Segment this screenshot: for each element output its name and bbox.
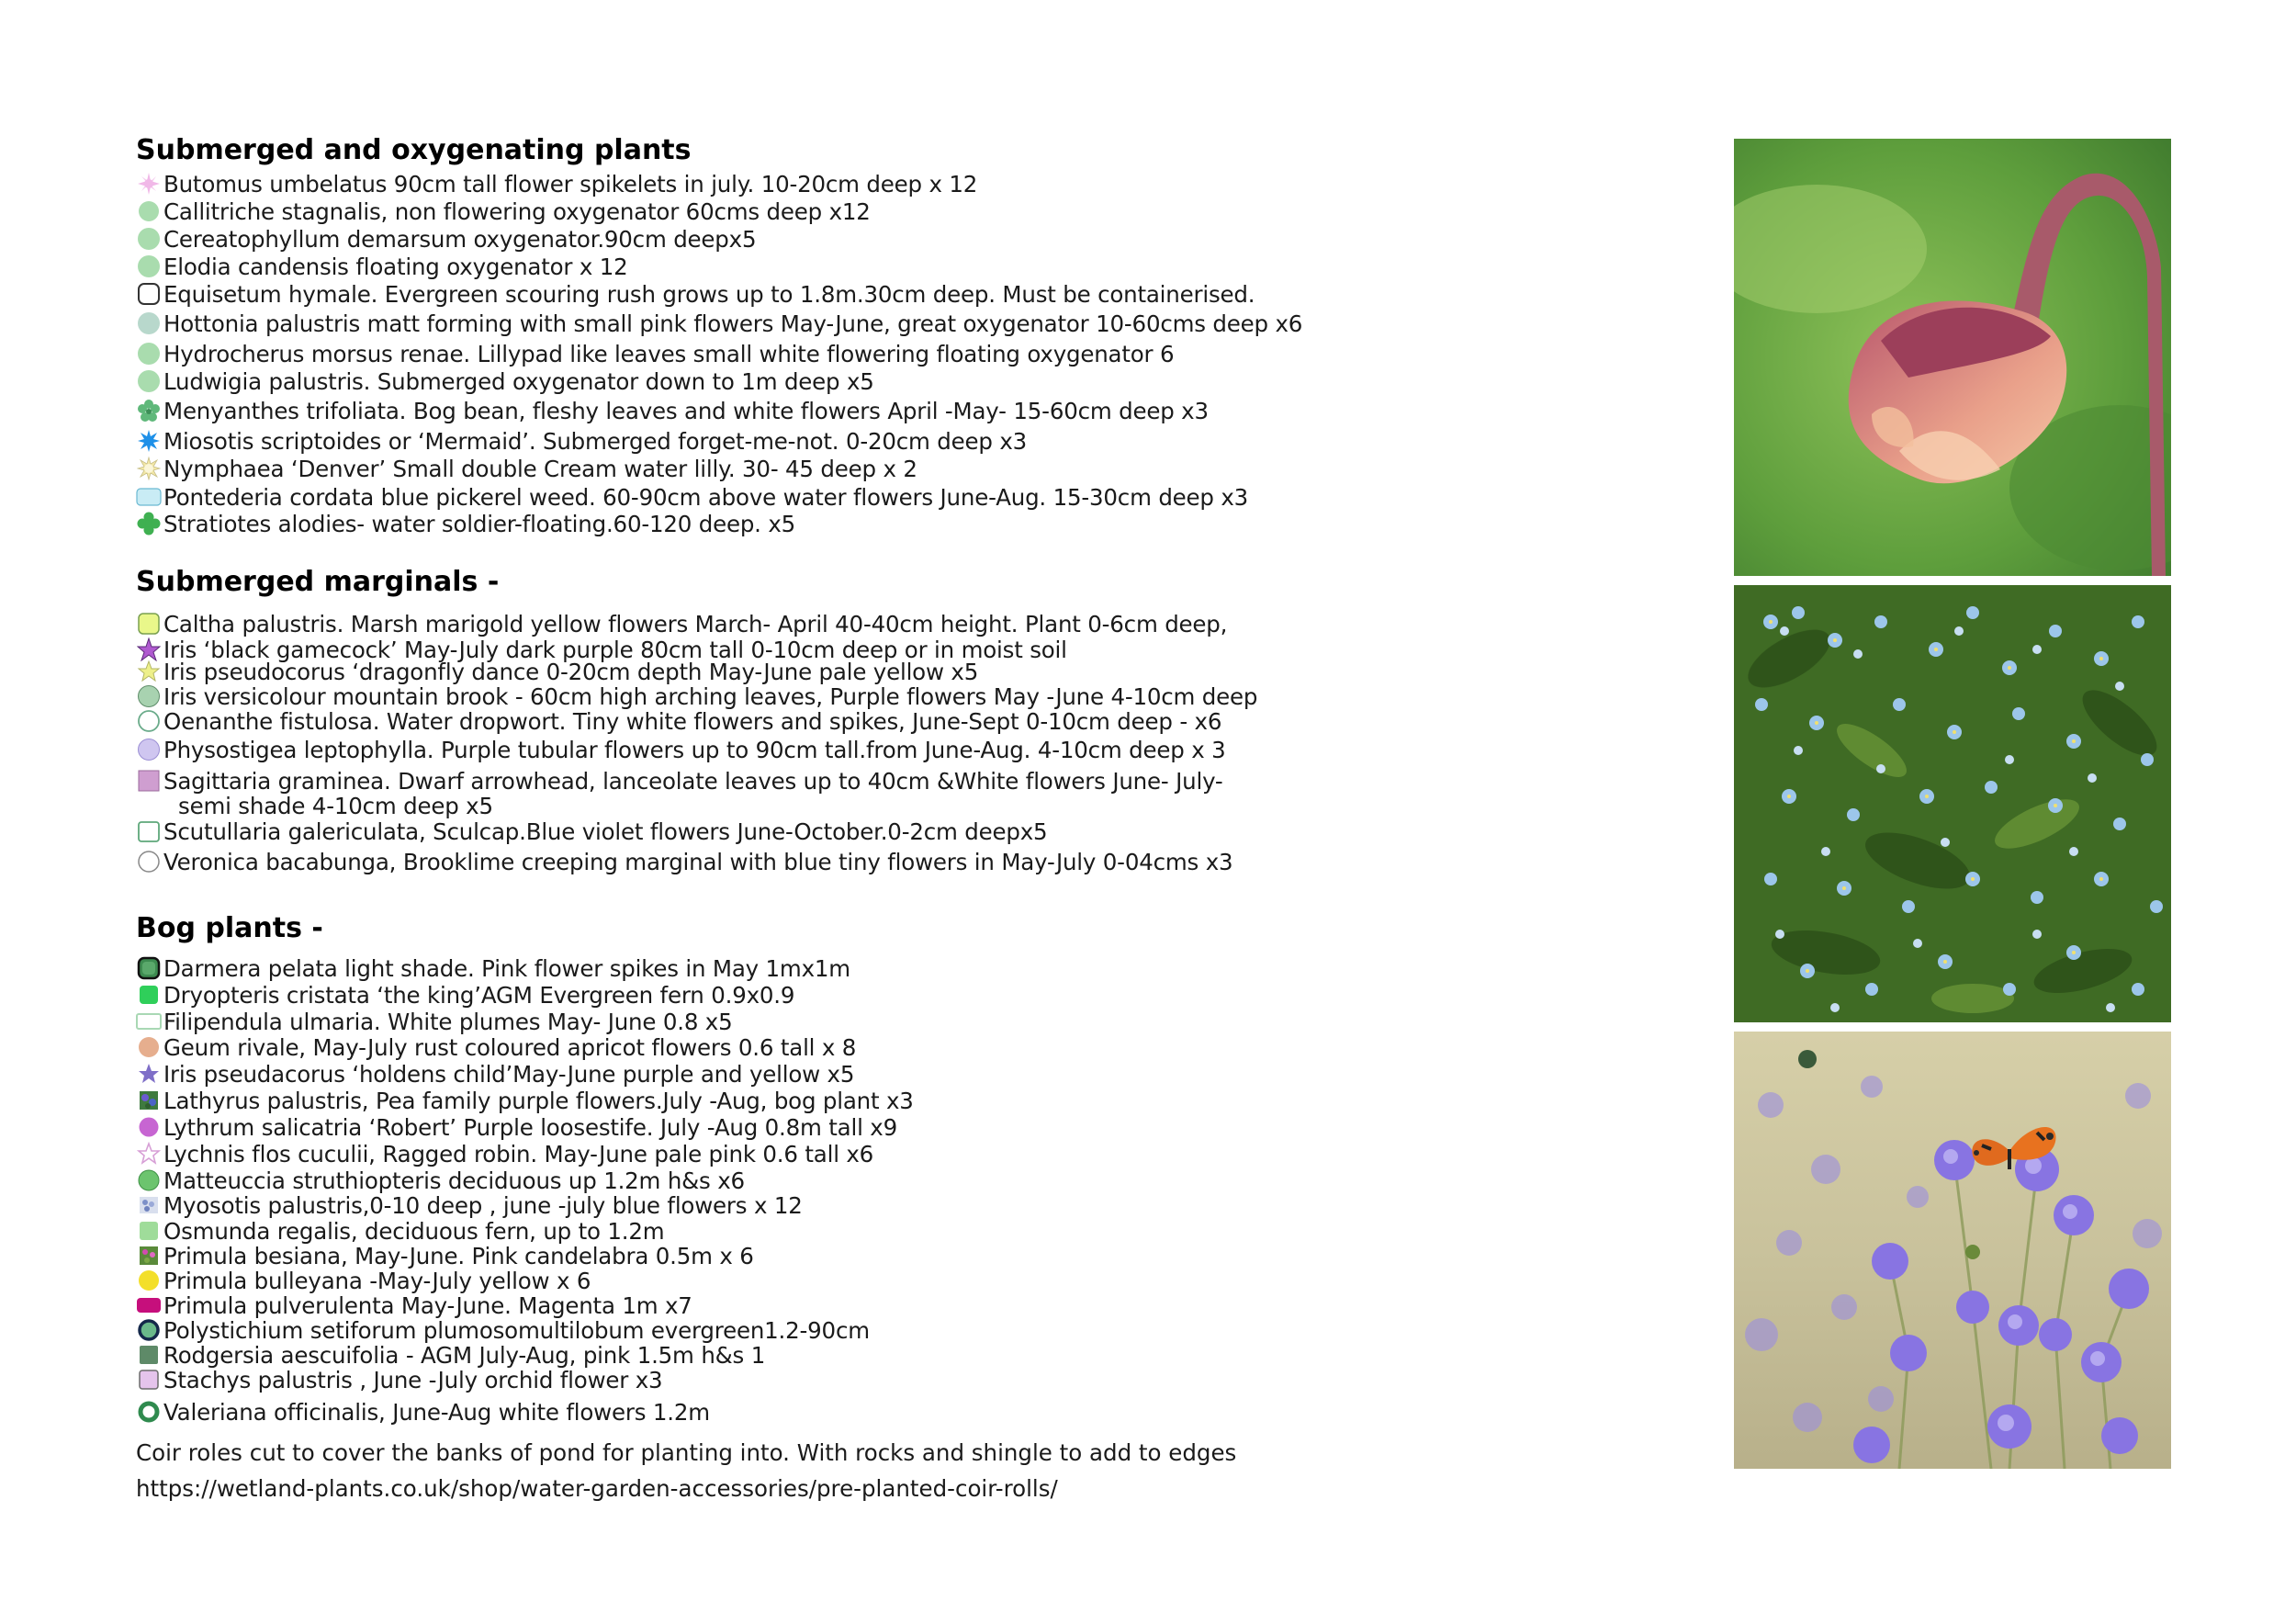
mint-circle-icon — [136, 254, 162, 279]
photo-swatch-purple-icon — [136, 1088, 162, 1113]
list-item: Osmunda regalis, deciduous fern, up to 1.2m — [136, 1217, 664, 1245]
yellow-circle-icon — [136, 1268, 162, 1293]
list-item: Darmera pelata light shade. Pink flower spikes in May 1mx1m — [136, 954, 850, 982]
ring-green-icon — [136, 1399, 162, 1425]
green-flower-icon — [136, 398, 162, 423]
magenta-rect-icon — [136, 1292, 162, 1318]
outline-star-pink-icon — [136, 1141, 162, 1167]
list-item: Oenanthe fistulosa. Water dropwort. Tiny white flowers and spikes, June-Sept 0-10cm deep - x6 — [136, 707, 1221, 735]
blue-star-burst-icon — [136, 428, 162, 454]
list-item: Callitriche stagnalis, non flowering oxygenator 60cms deep x12 — [136, 197, 871, 225]
list-item: Hottonia palustris matt forming with small pink flowers May-June, great oxygenator 10-60cms deep x6 — [136, 310, 1302, 337]
green-circle-icon — [136, 1167, 162, 1193]
devils-bit-scabious-butterfly-photo — [1734, 1032, 2171, 1469]
lavender-circle-icon — [136, 737, 162, 762]
geum-rivale-flower-photo — [1734, 139, 2171, 576]
section-title-submerged-oxygenating: Submerged and oxygenating plants — [136, 134, 692, 166]
list-item: Hydrocherus morsus renae. Lillypad like leaves small white flowering floating oxygenator 6 — [136, 340, 1174, 367]
grey-green-circle-icon — [136, 310, 162, 336]
list-item: Valeriana officinalis, June-Aug white flowers 1.2m — [136, 1398, 710, 1426]
outline-rounded-square-icon — [136, 281, 162, 307]
list-item: Lythrum salicatria ‘Robert’ Purple loosestife. July -Aug 0.8m tall x9 — [136, 1113, 897, 1141]
list-item: Iris pseudacorus ‘holdens child’May-June purple and yellow x5 — [136, 1060, 854, 1088]
list-item: Caltha palustris. Marsh marigold yellow flowers March- April 40-40cm height. Plant 0-6cm deep, — [136, 610, 1227, 637]
list-item: Primula besiana, May-June. Pink candelabra 0.5m x 6 — [136, 1242, 754, 1269]
dark-sage-square-icon — [136, 1342, 162, 1368]
list-item: Geum rivale, May-July rust coloured apricot flowers 0.6 tall x 8 — [136, 1033, 856, 1061]
list-item: Iris versicolour mountain brook - 60cm high arching leaves, Purple flowers May -June 4-10cm deep — [136, 682, 1257, 710]
outline-rect-light-icon — [136, 1009, 162, 1034]
sage-circle-icon — [136, 683, 162, 709]
photo-swatch-blue-icon — [136, 1192, 162, 1218]
outline-square-green-icon — [136, 818, 162, 844]
outline-circle-green-icon — [136, 708, 162, 734]
list-item: Filipendula ulmaria. White plumes May- June 0.8 x5 — [136, 1008, 733, 1035]
list-item: Sagittaria graminea. Dwarf arrowhead, lanceolate leaves up to 40cm &White flowers June- July- — [136, 767, 1223, 795]
section-title-submerged-marginals: Submerged marginals - — [136, 566, 500, 598]
pale-green-square-icon — [136, 1218, 162, 1244]
list-item: Matteuccia struthiopteris deciduous up 1.2m h&s x6 — [136, 1167, 745, 1194]
list-item: Equisetum hymale. Evergreen scouring rush grows up to 1.8m.30cm deep. Must be containerised. — [136, 280, 1255, 308]
cream-sun-icon — [136, 456, 162, 481]
list-item: Scutullaria galericulata, Sculcap.Blue violet flowers June-October.0-2cm deepx5 — [136, 818, 1047, 845]
mauve-square-icon — [136, 768, 162, 794]
mint-circle-icon — [136, 341, 162, 367]
list-item-continuation: semi shade 4-10cm deep x5 — [178, 792, 493, 819]
mint-circle-icon — [136, 226, 162, 252]
list-item: Lychnis flos cuculii, Ragged robin. May-June pale pink 0.6 tall x6 — [136, 1140, 873, 1167]
list-item: Iris pseudocorus ‘dragonfly dance 0-20cm depth May-June pale yellow x5 — [136, 658, 978, 685]
list-item: Lathyrus palustris, Pea family purple flowers.July -Aug, bog plant x3 — [136, 1087, 914, 1114]
list-item: Stratiotes alodies- water soldier-floating.60-120 deep. x5 — [136, 510, 795, 537]
list-item: Primula pulverulenta May-June. Magenta 1m x7 — [136, 1291, 692, 1319]
list-item: Pontederia cordata blue pickerel weed. 60-90cm above water flowers June-Aug. 15-30cm deep x3 — [136, 483, 1248, 511]
light-blue-rounded-rect-icon — [136, 484, 162, 510]
list-item: Rodgersia aescuifolia - AGM July-Aug, pink 1.5m h&s 1 — [136, 1341, 765, 1369]
list-item: Miosotis scriptoides or ‘Mermaid’. Submerged forget-me-not. 0-20cm deep x3 — [136, 427, 1027, 455]
pink-star-flower-icon — [136, 171, 162, 197]
mint-circle-icon — [136, 368, 162, 394]
forget-me-not-photo — [1734, 585, 2171, 1022]
list-item: Iris ‘black gamecock’ May-July dark purple 80cm tall 0-10cm deep or in moist soil — [136, 636, 1067, 663]
list-item: Myosotis palustris,0-10 deep , june -july blue flowers x 12 — [136, 1191, 803, 1219]
coir-roll-note: Coir roles cut to cover the banks of pond for planting into. With rocks and shingle to add to edges — [136, 1439, 1237, 1466]
section-title-bog-plants: Bog plants - — [136, 912, 323, 944]
yellow-green-square-icon — [136, 611, 162, 637]
magenta-circle-icon — [136, 1114, 162, 1140]
coir-roll-link[interactable]: https://wetland-plants.co.uk/shop/water-garden-accessories/pre-planted-coir-rolls/ — [136, 1475, 1058, 1502]
list-item: Nymphaea ‘Denver’ Small double Cream water lilly. 30- 45 deep x 2 — [136, 455, 917, 482]
list-item: Menyanthes trifoliata. Bog bean, fleshy leaves and white flowers April -May- 15-60cm deep x3 — [136, 397, 1209, 424]
list-item: Butomus umbelatus 90cm tall flower spikelets in july. 10-20cm deep x 12 — [136, 170, 977, 197]
list-item: Stachys palustris , June -July orchid flower x3 — [136, 1366, 662, 1393]
outline-circle-grey-icon — [136, 849, 162, 874]
list-item: Cereatophyllum demarsum oxygenator.90cm deepx5 — [136, 225, 756, 253]
green-clover-icon — [136, 511, 162, 536]
list-item: Elodia candensis floating oxygenator x 12 — [136, 253, 628, 280]
violet-star-icon — [136, 1061, 162, 1087]
list-item: Physostigea leptophylla. Purple tubular flowers up to 90cm tall.from June-Aug. 4-10cm deep x 3 — [136, 736, 1225, 763]
yellow-star-icon — [136, 659, 162, 684]
ring-navy-green-icon — [136, 1317, 162, 1343]
photo-swatch-pink-icon — [136, 1243, 162, 1269]
dark-green-rounded-square-icon — [136, 955, 162, 981]
lilac-square-icon — [136, 1367, 162, 1393]
list-item: Ludwigia palustris. Submerged oxygenator down to 1m deep x5 — [136, 367, 874, 395]
list-item: Polystichium setiforum plumosomultilobum evergreen1.2-90cm — [136, 1316, 870, 1344]
mint-circle-icon — [136, 198, 162, 224]
apricot-circle-icon — [136, 1034, 162, 1060]
list-item: Primula bulleyana -May-July yellow x 6 — [136, 1267, 591, 1294]
bright-green-square-icon — [136, 982, 162, 1008]
list-item: Dryopteris cristata ‘the king’AGM Evergreen fern 0.9x0.9 — [136, 981, 794, 1009]
list-item: Veronica bacabunga, Brooklime creeping marginal with blue tiny flowers in May-July 0-04cms x3 — [136, 848, 1232, 875]
